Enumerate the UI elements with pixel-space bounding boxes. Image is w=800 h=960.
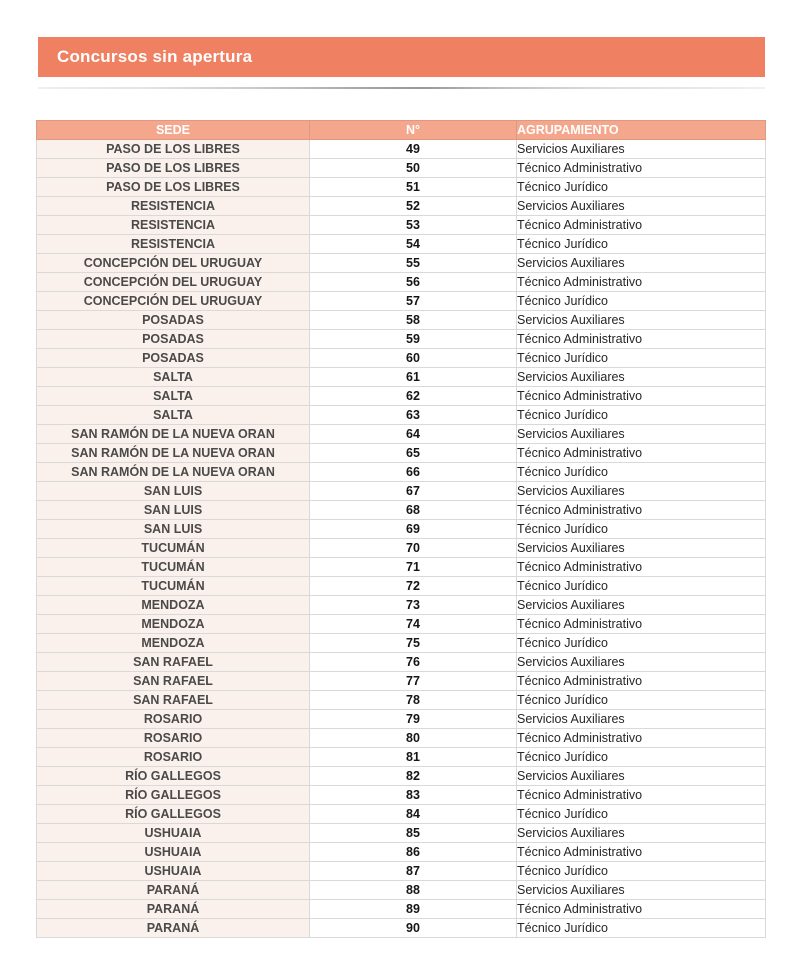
sede-cell: PARANÁ: [37, 919, 310, 938]
sede-cell: PASO DE LOS LIBRES: [37, 178, 310, 197]
numero-cell: 82: [310, 767, 517, 786]
numero-cell: 50: [310, 159, 517, 178]
agrupamiento-cell: Técnico Jurídico: [517, 235, 766, 254]
sede-cell: TUCUMÁN: [37, 539, 310, 558]
agrupamiento-cell: Servicios Auxiliares: [517, 197, 766, 216]
numero-cell: 66: [310, 463, 517, 482]
table-row: [37, 235, 766, 254]
numero-cell: 59: [310, 330, 517, 349]
table-row: [37, 577, 766, 596]
numero-cell: 57: [310, 292, 517, 311]
table-row: [37, 900, 766, 919]
sede-cell: SAN RAFAEL: [37, 653, 310, 672]
sede-cell: ROSARIO: [37, 710, 310, 729]
numero-cell: 90: [310, 919, 517, 938]
sede-cell: CONCEPCIÓN DEL URUGUAY: [37, 292, 310, 311]
numero-cell: 62: [310, 387, 517, 406]
agrupamiento-cell: Técnico Jurídico: [517, 805, 766, 824]
numero-cell: 64: [310, 425, 517, 444]
sede-cell: PASO DE LOS LIBRES: [37, 140, 310, 159]
column-header-agrupamiento: AGRUPAMIENTO: [517, 121, 766, 140]
sede-cell: USHUAIA: [37, 843, 310, 862]
table-row: [37, 482, 766, 501]
table-row: [37, 520, 766, 539]
agrupamiento-cell: Técnico Jurídico: [517, 691, 766, 710]
sede-cell: PASO DE LOS LIBRES: [37, 159, 310, 178]
table-row: [37, 273, 766, 292]
table-row: [37, 368, 766, 387]
table-row: [37, 444, 766, 463]
agrupamiento-cell: Técnico Administrativo: [517, 159, 766, 178]
sede-cell: SAN RAMÓN DE LA NUEVA ORAN: [37, 463, 310, 482]
table-row: [37, 311, 766, 330]
numero-cell: 61: [310, 368, 517, 387]
sede-cell: POSADAS: [37, 349, 310, 368]
numero-cell: 70: [310, 539, 517, 558]
sede-cell: RÍO GALLEGOS: [37, 805, 310, 824]
agrupamiento-cell: Servicios Auxiliares: [517, 881, 766, 900]
sede-cell: ROSARIO: [37, 748, 310, 767]
numero-cell: 73: [310, 596, 517, 615]
numero-cell: 49: [310, 140, 517, 159]
numero-cell: 88: [310, 881, 517, 900]
agrupamiento-cell: Servicios Auxiliares: [517, 254, 766, 273]
table-row: [37, 349, 766, 368]
table-row: [37, 786, 766, 805]
agrupamiento-cell: Servicios Auxiliares: [517, 425, 766, 444]
agrupamiento-cell: Técnico Administrativo: [517, 615, 766, 634]
sede-cell: POSADAS: [37, 330, 310, 349]
agrupamiento-cell: Técnico Jurídico: [517, 577, 766, 596]
agrupamiento-cell: Técnico Administrativo: [517, 900, 766, 919]
sede-cell: SALTA: [37, 406, 310, 425]
numero-cell: 69: [310, 520, 517, 539]
concursos-table: [36, 120, 766, 938]
table-row: [37, 406, 766, 425]
table-row: [37, 729, 766, 748]
table-row: [37, 919, 766, 938]
sede-cell: RÍO GALLEGOS: [37, 786, 310, 805]
sede-cell: SAN LUIS: [37, 520, 310, 539]
agrupamiento-cell: Servicios Auxiliares: [517, 767, 766, 786]
sede-cell: SAN RAMÓN DE LA NUEVA ORAN: [37, 444, 310, 463]
table-container: [36, 120, 765, 938]
agrupamiento-cell: Técnico Administrativo: [517, 672, 766, 691]
table-row: [37, 748, 766, 767]
agrupamiento-cell: Técnico Jurídico: [517, 349, 766, 368]
numero-cell: 58: [310, 311, 517, 330]
sede-cell: SAN LUIS: [37, 482, 310, 501]
table-row: [37, 672, 766, 691]
agrupamiento-cell: Técnico Administrativo: [517, 273, 766, 292]
table-row: [37, 292, 766, 311]
table-row: [37, 843, 766, 862]
sede-cell: SALTA: [37, 387, 310, 406]
sede-cell: RESISTENCIA: [37, 235, 310, 254]
table-row: [37, 596, 766, 615]
agrupamiento-cell: Técnico Jurídico: [517, 634, 766, 653]
table-row: [37, 862, 766, 881]
numero-cell: 55: [310, 254, 517, 273]
agrupamiento-cell: Técnico Administrativo: [517, 501, 766, 520]
table-row: [37, 425, 766, 444]
sede-cell: RÍO GALLEGOS: [37, 767, 310, 786]
sede-cell: PARANÁ: [37, 881, 310, 900]
sede-cell: SALTA: [37, 368, 310, 387]
table-row: [37, 140, 766, 159]
table-row: [37, 634, 766, 653]
numero-cell: 53: [310, 216, 517, 235]
numero-cell: 81: [310, 748, 517, 767]
sede-cell: PARANÁ: [37, 900, 310, 919]
numero-cell: 67: [310, 482, 517, 501]
agrupamiento-cell: Técnico Jurídico: [517, 292, 766, 311]
agrupamiento-cell: Técnico Administrativo: [517, 387, 766, 406]
table-row: [37, 501, 766, 520]
agrupamiento-cell: Técnico Administrativo: [517, 729, 766, 748]
agrupamiento-cell: Servicios Auxiliares: [517, 653, 766, 672]
sede-cell: MENDOZA: [37, 596, 310, 615]
agrupamiento-cell: Técnico Jurídico: [517, 748, 766, 767]
agrupamiento-cell: Técnico Administrativo: [517, 216, 766, 235]
numero-cell: 85: [310, 824, 517, 843]
sede-cell: MENDOZA: [37, 634, 310, 653]
table-header-row: [37, 121, 766, 140]
table-row: [37, 159, 766, 178]
numero-cell: 56: [310, 273, 517, 292]
agrupamiento-cell: Servicios Auxiliares: [517, 482, 766, 501]
agrupamiento-cell: Servicios Auxiliares: [517, 539, 766, 558]
sede-cell: SAN RAFAEL: [37, 672, 310, 691]
numero-cell: 79: [310, 710, 517, 729]
numero-cell: 87: [310, 862, 517, 881]
table-row: [37, 881, 766, 900]
sede-cell: POSADAS: [37, 311, 310, 330]
table-row: [37, 216, 766, 235]
column-header-sede: SEDE: [37, 121, 310, 140]
agrupamiento-cell: Técnico Jurídico: [517, 862, 766, 881]
agrupamiento-cell: Servicios Auxiliares: [517, 140, 766, 159]
agrupamiento-cell: Técnico Jurídico: [517, 178, 766, 197]
numero-cell: 71: [310, 558, 517, 577]
numero-cell: 65: [310, 444, 517, 463]
table-row: [37, 330, 766, 349]
numero-cell: 63: [310, 406, 517, 425]
numero-cell: 76: [310, 653, 517, 672]
table-row: [37, 539, 766, 558]
sede-cell: USHUAIA: [37, 862, 310, 881]
sede-cell: TUCUMÁN: [37, 577, 310, 596]
agrupamiento-cell: Servicios Auxiliares: [517, 596, 766, 615]
sede-cell: MENDOZA: [37, 615, 310, 634]
numero-cell: 72: [310, 577, 517, 596]
numero-cell: 51: [310, 178, 517, 197]
table-row: [37, 387, 766, 406]
numero-cell: 60: [310, 349, 517, 368]
table-body: [37, 140, 766, 938]
agrupamiento-cell: Técnico Administrativo: [517, 843, 766, 862]
numero-cell: 54: [310, 235, 517, 254]
numero-cell: 86: [310, 843, 517, 862]
column-header-numero: N°: [310, 121, 517, 140]
sede-cell: SAN RAMÓN DE LA NUEVA ORAN: [37, 425, 310, 444]
table-row: [37, 254, 766, 273]
agrupamiento-cell: Técnico Jurídico: [517, 919, 766, 938]
table-row: [37, 653, 766, 672]
table-header: [37, 121, 766, 140]
numero-cell: 78: [310, 691, 517, 710]
numero-cell: 89: [310, 900, 517, 919]
numero-cell: 83: [310, 786, 517, 805]
table-row: [37, 178, 766, 197]
table-row: [37, 615, 766, 634]
agrupamiento-cell: Técnico Administrativo: [517, 558, 766, 577]
table-row: [37, 691, 766, 710]
numero-cell: 68: [310, 501, 517, 520]
table-row: [37, 824, 766, 843]
table-row: [37, 805, 766, 824]
sede-cell: CONCEPCIÓN DEL URUGUAY: [37, 254, 310, 273]
sede-cell: CONCEPCIÓN DEL URUGUAY: [37, 273, 310, 292]
table-row: [37, 558, 766, 577]
numero-cell: 52: [310, 197, 517, 216]
numero-cell: 80: [310, 729, 517, 748]
agrupamiento-cell: Técnico Administrativo: [517, 444, 766, 463]
table-row: [37, 463, 766, 482]
sede-cell: RESISTENCIA: [37, 216, 310, 235]
sede-cell: SAN RAFAEL: [37, 691, 310, 710]
agrupamiento-cell: Técnico Jurídico: [517, 520, 766, 539]
agrupamiento-cell: Servicios Auxiliares: [517, 311, 766, 330]
sede-cell: TUCUMÁN: [37, 558, 310, 577]
table-row: [37, 767, 766, 786]
page-title: Concursos sin apertura: [57, 47, 253, 66]
agrupamiento-cell: Técnico Administrativo: [517, 786, 766, 805]
numero-cell: 84: [310, 805, 517, 824]
numero-cell: 74: [310, 615, 517, 634]
sede-cell: USHUAIA: [37, 824, 310, 843]
agrupamiento-cell: Servicios Auxiliares: [517, 368, 766, 387]
table-row: [37, 710, 766, 729]
numero-cell: 75: [310, 634, 517, 653]
sede-cell: ROSARIO: [37, 729, 310, 748]
sede-cell: RESISTENCIA: [37, 197, 310, 216]
divider-line: [38, 87, 765, 89]
table-row: [37, 197, 766, 216]
agrupamiento-cell: Servicios Auxiliares: [517, 824, 766, 843]
agrupamiento-cell: Servicios Auxiliares: [517, 710, 766, 729]
page-title-banner: [38, 37, 765, 77]
agrupamiento-cell: Técnico Jurídico: [517, 463, 766, 482]
numero-cell: 77: [310, 672, 517, 691]
sede-cell: SAN LUIS: [37, 501, 310, 520]
agrupamiento-cell: Técnico Administrativo: [517, 330, 766, 349]
agrupamiento-cell: Técnico Jurídico: [517, 406, 766, 425]
